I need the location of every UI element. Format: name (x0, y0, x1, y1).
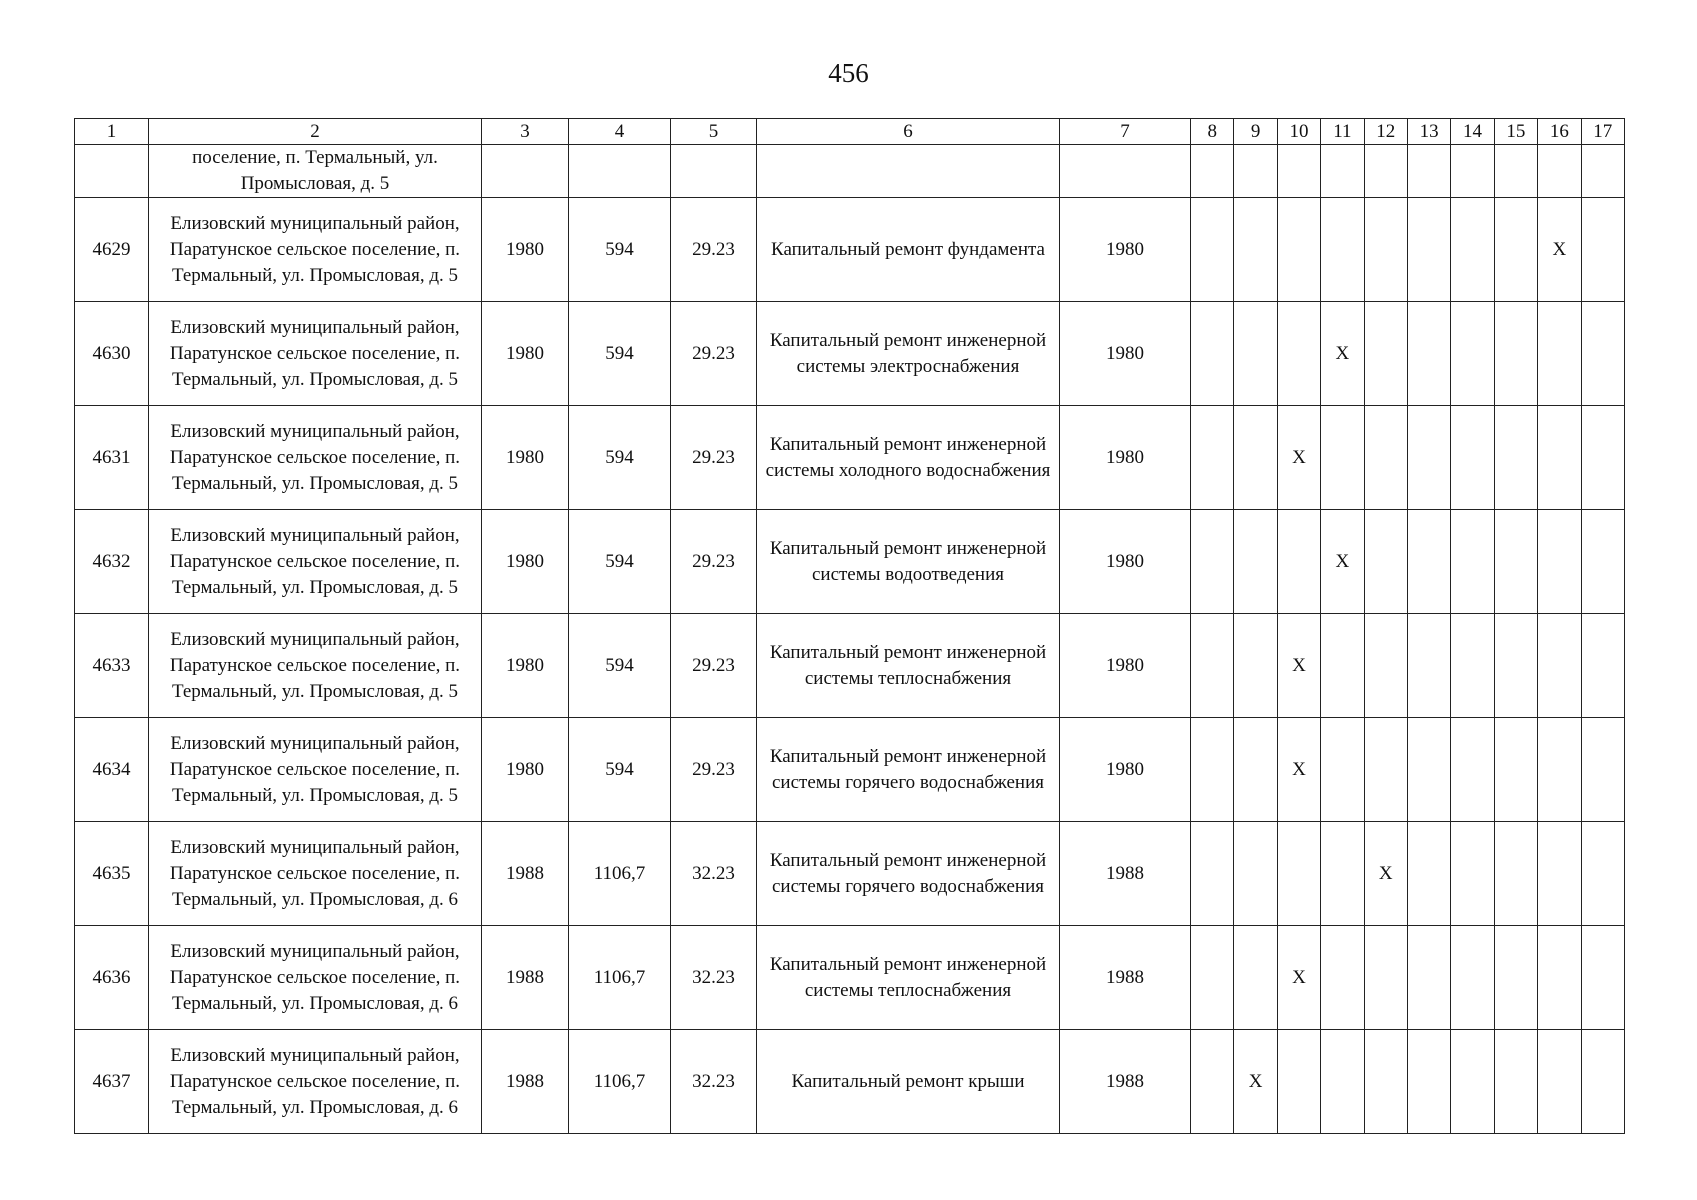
code-cell: 29.23 (671, 406, 757, 510)
year-cell: 1988 (1060, 1030, 1191, 1134)
empty-mark-cell (1451, 926, 1494, 1030)
empty-mark-cell (1321, 718, 1364, 822)
empty-mark-cell (1364, 718, 1407, 822)
mark-cell: Х (1277, 926, 1320, 1030)
empty-mark-cell (1277, 1030, 1320, 1134)
table-row (75, 406, 1625, 510)
code-cell: 29.23 (671, 198, 757, 302)
record-number-cell: 4633 (75, 614, 149, 718)
empty-mark-cell (1364, 198, 1407, 302)
empty-mark-cell (1494, 510, 1537, 614)
column-header-16: 16 (1538, 119, 1581, 145)
table-row (75, 822, 1625, 926)
empty-mark-cell (1277, 302, 1320, 406)
address-cell: Елизовский муниципальный район, Паратунское сельское поселение, п. Термальный, ул. Промысловая, д. 5 (149, 510, 482, 614)
area-cell: 1106,7 (569, 926, 671, 1030)
continuation-empty-cell (1060, 145, 1191, 198)
empty-mark-cell (1451, 510, 1494, 614)
empty-mark-cell (1494, 822, 1537, 926)
empty-mark-cell (1538, 822, 1581, 926)
build-year-cell: 1988 (482, 1030, 569, 1134)
continuation-empty-cell (1364, 145, 1407, 198)
empty-mark-cell (1451, 614, 1494, 718)
empty-mark-cell (1538, 926, 1581, 1030)
empty-mark-cell (1364, 406, 1407, 510)
code-cell: 29.23 (671, 718, 757, 822)
header-row (75, 119, 1625, 145)
empty-mark-cell (1191, 926, 1234, 1030)
area-cell: 594 (569, 510, 671, 614)
empty-mark-cell (1581, 198, 1624, 302)
code-cell: 32.23 (671, 926, 757, 1030)
empty-mark-cell (1234, 198, 1277, 302)
column-header-1: 1 (75, 119, 149, 145)
column-header-9: 9 (1234, 119, 1277, 145)
empty-mark-cell (1191, 406, 1234, 510)
address-cell: Елизовский муниципальный район, Паратунское сельское поселение, п. Термальный, ул. Промысловая, д. 6 (149, 822, 482, 926)
empty-mark-cell (1407, 198, 1450, 302)
empty-mark-cell (1234, 510, 1277, 614)
work-type-cell: Капитальный ремонт фундамента (757, 198, 1060, 302)
empty-mark-cell (1364, 302, 1407, 406)
work-type-cell: Капитальный ремонт инженерной системы горячего водоснабжения (757, 718, 1060, 822)
capital-repair-table (74, 118, 1625, 1134)
empty-mark-cell (1494, 718, 1537, 822)
year-cell: 1980 (1060, 302, 1191, 406)
address-cell: Елизовский муниципальный район, Паратунское сельское поселение, п. Термальный, ул. Промысловая, д. 5 (149, 198, 482, 302)
continuation-empty-cell (482, 145, 569, 198)
column-header-10: 10 (1277, 119, 1320, 145)
area-cell: 594 (569, 302, 671, 406)
table-row (75, 510, 1625, 614)
continuation-empty-cell (671, 145, 757, 198)
column-header-2: 2 (149, 119, 482, 145)
empty-mark-cell (1407, 614, 1450, 718)
column-header-3: 3 (482, 119, 569, 145)
mark-cell: Х (1234, 1030, 1277, 1134)
work-type-cell: Капитальный ремонт инженерной системы горячего водоснабжения (757, 822, 1060, 926)
empty-mark-cell (1451, 198, 1494, 302)
continuation-address-cell: поселение, п. Термальный, ул. Промысловая, д. 5 (149, 145, 482, 198)
column-header-15: 15 (1494, 119, 1537, 145)
mark-cell: Х (1364, 822, 1407, 926)
empty-mark-cell (1321, 614, 1364, 718)
empty-mark-cell (1581, 1030, 1624, 1134)
empty-mark-cell (1234, 406, 1277, 510)
page-number: 456 (828, 58, 869, 88)
empty-mark-cell (1364, 926, 1407, 1030)
build-year-cell: 1980 (482, 198, 569, 302)
year-cell: 1980 (1060, 406, 1191, 510)
empty-mark-cell (1234, 822, 1277, 926)
empty-mark-cell (1451, 302, 1494, 406)
empty-mark-cell (1494, 198, 1537, 302)
table-row (75, 1030, 1625, 1134)
build-year-cell: 1980 (482, 406, 569, 510)
empty-mark-cell (1538, 510, 1581, 614)
empty-mark-cell (1191, 614, 1234, 718)
mark-cell: Х (1277, 614, 1320, 718)
table-row (75, 614, 1625, 718)
empty-mark-cell (1494, 406, 1537, 510)
year-cell: 1980 (1060, 510, 1191, 614)
work-type-cell: Капитальный ремонт инженерной системы электроснабжения (757, 302, 1060, 406)
mark-cell: Х (1321, 302, 1364, 406)
continuation-empty-cell (1451, 145, 1494, 198)
empty-mark-cell (1277, 822, 1320, 926)
empty-mark-cell (1407, 718, 1450, 822)
work-type-cell: Капитальный ремонт крыши (757, 1030, 1060, 1134)
build-year-cell: 1980 (482, 510, 569, 614)
empty-mark-cell (1321, 1030, 1364, 1134)
record-number-cell: 4630 (75, 302, 149, 406)
table-header (75, 119, 1625, 145)
empty-mark-cell (1494, 614, 1537, 718)
build-year-cell: 1980 (482, 718, 569, 822)
empty-mark-cell (1191, 1030, 1234, 1134)
empty-mark-cell (1191, 718, 1234, 822)
record-number-cell: 4637 (75, 1030, 149, 1134)
empty-mark-cell (1538, 718, 1581, 822)
year-cell: 1980 (1060, 614, 1191, 718)
empty-mark-cell (1494, 926, 1537, 1030)
empty-mark-cell (1364, 1030, 1407, 1134)
continuation-empty-cell (1407, 145, 1450, 198)
mark-cell: Х (1277, 406, 1320, 510)
area-cell: 1106,7 (569, 1030, 671, 1134)
column-header-4: 4 (569, 119, 671, 145)
empty-mark-cell (1451, 406, 1494, 510)
table-row (75, 926, 1625, 1030)
empty-mark-cell (1581, 926, 1624, 1030)
empty-mark-cell (1277, 198, 1320, 302)
empty-mark-cell (1234, 302, 1277, 406)
empty-mark-cell (1364, 614, 1407, 718)
mark-cell: Х (1538, 198, 1581, 302)
continuation-empty-cell (1234, 145, 1277, 198)
year-cell: 1988 (1060, 926, 1191, 1030)
build-year-cell: 1988 (482, 822, 569, 926)
empty-mark-cell (1538, 614, 1581, 718)
empty-mark-cell (1581, 822, 1624, 926)
empty-mark-cell (1451, 822, 1494, 926)
code-cell: 32.23 (671, 822, 757, 926)
build-year-cell: 1980 (482, 302, 569, 406)
record-number-cell: 4636 (75, 926, 149, 1030)
record-number-cell: 4634 (75, 718, 149, 822)
build-year-cell: 1980 (482, 614, 569, 718)
empty-mark-cell (1407, 406, 1450, 510)
empty-mark-cell (1538, 1030, 1581, 1134)
empty-mark-cell (1451, 718, 1494, 822)
empty-mark-cell (1581, 406, 1624, 510)
empty-mark-cell (1538, 302, 1581, 406)
work-type-cell: Капитальный ремонт инженерной системы холодного водоснабжения (757, 406, 1060, 510)
column-header-17: 17 (1581, 119, 1624, 145)
empty-mark-cell (1234, 718, 1277, 822)
empty-mark-cell (1538, 406, 1581, 510)
continuation-num-cell (75, 145, 149, 198)
empty-mark-cell (1451, 1030, 1494, 1134)
build-year-cell: 1988 (482, 926, 569, 1030)
column-header-5: 5 (671, 119, 757, 145)
empty-mark-cell (1234, 926, 1277, 1030)
continuation-empty-cell (1277, 145, 1320, 198)
empty-mark-cell (1191, 302, 1234, 406)
continuation-empty-cell (1581, 145, 1624, 198)
empty-mark-cell (1191, 198, 1234, 302)
table-row (75, 302, 1625, 406)
continuation-empty-cell (757, 145, 1060, 198)
column-header-7: 7 (1060, 119, 1191, 145)
work-type-cell: Капитальный ремонт инженерной системы теплоснабжения (757, 614, 1060, 718)
area-cell: 594 (569, 614, 671, 718)
column-header-8: 8 (1191, 119, 1234, 145)
column-header-6: 6 (757, 119, 1060, 145)
empty-mark-cell (1277, 510, 1320, 614)
area-cell: 594 (569, 718, 671, 822)
continuation-empty-cell (1538, 145, 1581, 198)
mark-cell: Х (1277, 718, 1320, 822)
empty-mark-cell (1581, 302, 1624, 406)
record-number-cell: 4629 (75, 198, 149, 302)
empty-mark-cell (1581, 614, 1624, 718)
record-number-cell: 4631 (75, 406, 149, 510)
address-cell: Елизовский муниципальный район, Паратунское сельское поселение, п. Термальный, ул. Промысловая, д. 5 (149, 614, 482, 718)
mark-cell: Х (1321, 510, 1364, 614)
empty-mark-cell (1321, 198, 1364, 302)
area-cell: 1106,7 (569, 822, 671, 926)
empty-mark-cell (1321, 926, 1364, 1030)
empty-mark-cell (1581, 718, 1624, 822)
work-type-cell: Капитальный ремонт инженерной системы водоотведения (757, 510, 1060, 614)
empty-mark-cell (1407, 302, 1450, 406)
empty-mark-cell (1407, 1030, 1450, 1134)
table-row (75, 718, 1625, 822)
address-cell: Елизовский муниципальный район, Паратунское сельское поселение, п. Термальный, ул. Промысловая, д. 5 (149, 302, 482, 406)
continuation-empty-cell (1191, 145, 1234, 198)
empty-mark-cell (1321, 822, 1364, 926)
empty-mark-cell (1407, 822, 1450, 926)
year-cell: 1988 (1060, 822, 1191, 926)
year-cell: 1980 (1060, 198, 1191, 302)
empty-mark-cell (1364, 510, 1407, 614)
continuation-row (75, 145, 1625, 198)
column-header-13: 13 (1407, 119, 1450, 145)
table-body (75, 145, 1625, 1134)
address-cell: Елизовский муниципальный район, Паратунское сельское поселение, п. Термальный, ул. Промысловая, д. 6 (149, 1030, 482, 1134)
address-cell: Елизовский муниципальный район, Паратунское сельское поселение, п. Термальный, ул. Промысловая, д. 5 (149, 406, 482, 510)
empty-mark-cell (1191, 822, 1234, 926)
record-number-cell: 4635 (75, 822, 149, 926)
continuation-empty-cell (1494, 145, 1537, 198)
empty-mark-cell (1494, 1030, 1537, 1134)
address-cell: Елизовский муниципальный район, Паратунское сельское поселение, п. Термальный, ул. Промысловая, д. 6 (149, 926, 482, 1030)
code-cell: 29.23 (671, 510, 757, 614)
record-number-cell: 4632 (75, 510, 149, 614)
column-header-12: 12 (1364, 119, 1407, 145)
table-row (75, 198, 1625, 302)
area-cell: 594 (569, 406, 671, 510)
continuation-empty-cell (569, 145, 671, 198)
empty-mark-cell (1321, 406, 1364, 510)
empty-mark-cell (1191, 510, 1234, 614)
work-type-cell: Капитальный ремонт инженерной системы теплоснабжения (757, 926, 1060, 1030)
empty-mark-cell (1494, 302, 1537, 406)
empty-mark-cell (1581, 510, 1624, 614)
continuation-empty-cell (1321, 145, 1364, 198)
area-cell: 594 (569, 198, 671, 302)
column-header-14: 14 (1451, 119, 1494, 145)
empty-mark-cell (1407, 510, 1450, 614)
year-cell: 1980 (1060, 718, 1191, 822)
code-cell: 29.23 (671, 614, 757, 718)
empty-mark-cell (1234, 614, 1277, 718)
column-header-11: 11 (1321, 119, 1364, 145)
empty-mark-cell (1407, 926, 1450, 1030)
code-cell: 32.23 (671, 1030, 757, 1134)
code-cell: 29.23 (671, 302, 757, 406)
address-cell: Елизовский муниципальный район, Паратунское сельское поселение, п. Термальный, ул. Промысловая, д. 5 (149, 718, 482, 822)
